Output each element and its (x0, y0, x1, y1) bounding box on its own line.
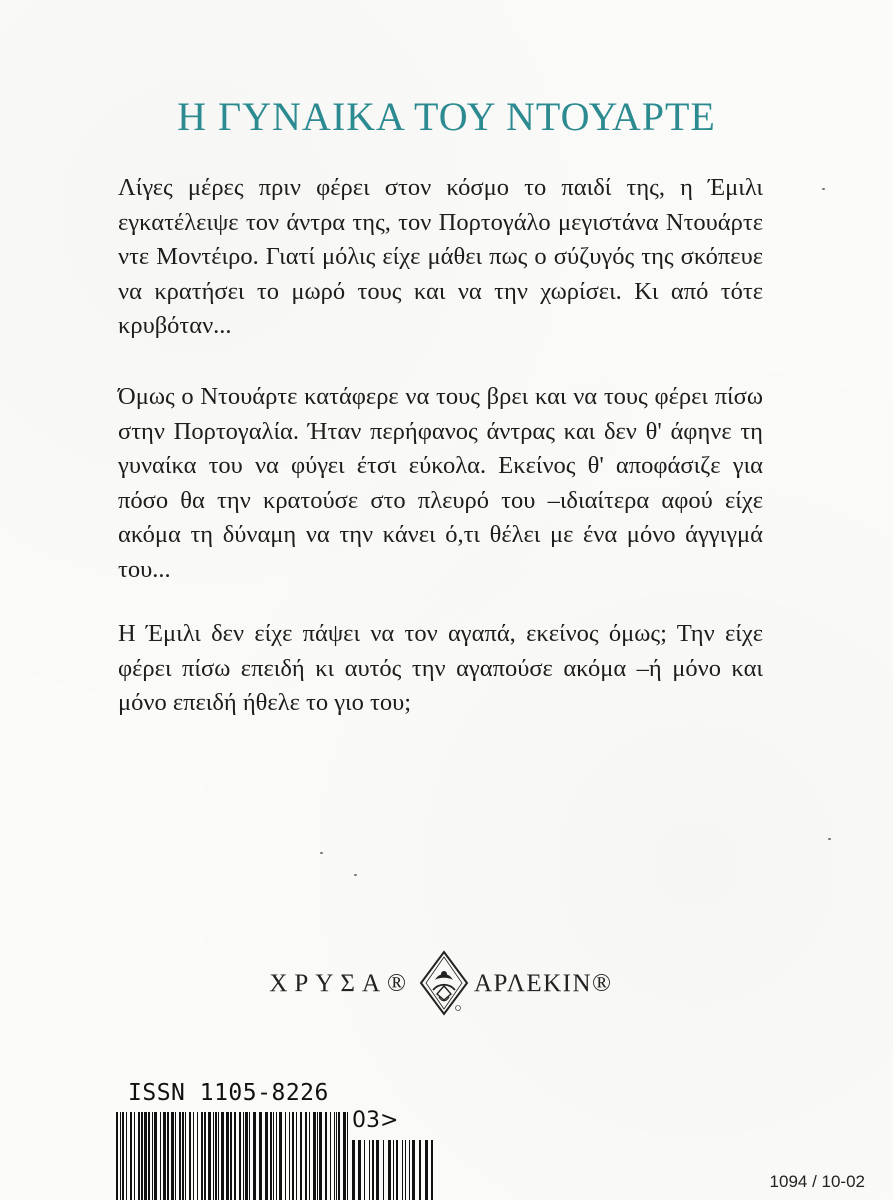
barcode-bar (347, 1112, 348, 1200)
barcode-bar (152, 1112, 153, 1200)
barcode-bar (130, 1112, 132, 1200)
barcode-bar (171, 1112, 174, 1200)
barcode-bar (179, 1112, 181, 1200)
barcode-bar (285, 1112, 286, 1200)
barcode-bar (163, 1112, 166, 1200)
barcode-bar (218, 1112, 219, 1200)
publisher-name-right: ΑΡΛΕΚΙΝ® (474, 970, 613, 997)
barcode-bar (253, 1112, 256, 1200)
barcode-bar (313, 1112, 316, 1200)
barcode-bar (249, 1112, 250, 1200)
barcode-addon-bar (372, 1140, 374, 1200)
barcode-bar (338, 1112, 340, 1200)
barcode-addon-bar (412, 1140, 415, 1200)
barcode-addon-bar (369, 1140, 370, 1200)
barcode-bar (296, 1112, 297, 1200)
barcode (116, 1112, 348, 1200)
barcode-bar (245, 1112, 248, 1200)
barcode-bar (197, 1112, 198, 1200)
barcode-addon-bar (405, 1140, 406, 1200)
catalog-code: 1094 / 10-02 (769, 1172, 865, 1191)
barcode-bar (175, 1112, 176, 1200)
blurb-paragraph-3: Η Έμιλι δεν είχε πάψει να τον αγαπά, εκείνος όμως; Την είχε φέρει πίσω επειδή κι αυτός την αγαπούσε ακόμα –ή μόνο και μόνο επειδή ήθελε το γιο του; (118, 620, 763, 716)
blurb-paragraph-2: Όμως ο Ντουάρτε κατάφερε να τους βρει και να τους φέρει πίσω στην Πορτογαλία. Ήταν περήφανος άντρας και δεν θ' άφηνε τη γυναίκα του να φύγει έτσι εύκολα. Εκείνος θ' αποφάσιζε για πόσο θα την κρατούσε στο πλευρό του –ιδιαίτερα αφού είχε ακόμα τη δύναμη να την κάνει ό,τι θέλει με ένα μόνο άγγιγμά του... (118, 383, 763, 583)
barcode-bar (185, 1112, 186, 1200)
barcode-addon-bar (396, 1140, 398, 1200)
paper-speck (354, 874, 357, 876)
barcode-addon-bar (376, 1140, 379, 1200)
barcode-bar (138, 1112, 140, 1200)
barcode-bar (226, 1112, 229, 1200)
barcode-bar (221, 1112, 224, 1200)
barcode-bar (126, 1112, 127, 1200)
barcode-bar (309, 1112, 310, 1200)
barcode-bar (120, 1112, 121, 1200)
barcode-bar (279, 1112, 282, 1200)
barcode-bar (215, 1112, 217, 1200)
barcode-bar (343, 1112, 346, 1200)
barcode-bar (234, 1112, 236, 1200)
barcode-addon (352, 1140, 442, 1200)
barcode-bar (193, 1112, 194, 1200)
barcode-bar (325, 1112, 327, 1200)
barcode-bar (154, 1112, 157, 1200)
publisher-imprint (0, 950, 893, 1020)
book-title: Η ΓΥΝΑΙΚΑ ΤΟΥ ΝΤΟΥΑΡΤΕ (177, 94, 716, 139)
barcode-bar (189, 1112, 191, 1200)
barcode-bar (230, 1112, 232, 1200)
harlequin-diamond-icon (419, 950, 469, 1016)
barcode-bar (167, 1112, 169, 1200)
paper-speck (828, 838, 831, 840)
barcode-bar (317, 1112, 318, 1200)
barcode-bar (243, 1112, 244, 1200)
barcode-addon-bar (388, 1140, 391, 1200)
barcode-bar (259, 1112, 262, 1200)
barcode-bar (330, 1112, 331, 1200)
barcode-addon-bar (393, 1140, 394, 1200)
barcode-addon-bar (364, 1140, 365, 1200)
barcode-bar (276, 1112, 277, 1200)
barcode-addon-bar (419, 1140, 421, 1200)
barcode-bar (201, 1112, 203, 1200)
barcode-addon-label: 03> (352, 1108, 399, 1133)
paper-speck (822, 188, 825, 190)
barcode-bar (319, 1112, 322, 1200)
barcode-bar (182, 1112, 184, 1200)
barcode-bar (336, 1112, 337, 1200)
barcode-bar (116, 1112, 118, 1200)
paper-speck (320, 852, 323, 854)
barcode-addon-bar (409, 1140, 410, 1200)
barcode-bar (144, 1112, 147, 1200)
barcode-bar (213, 1112, 214, 1200)
barcode-bar (289, 1112, 290, 1200)
barcode-bar (273, 1112, 274, 1200)
barcode-bar (270, 1112, 272, 1200)
barcode-bar (292, 1112, 294, 1200)
barcode-bar (239, 1112, 241, 1200)
barcode-bar (208, 1112, 211, 1200)
barcode-addon-bar (383, 1140, 384, 1200)
barcode-bar (265, 1112, 268, 1200)
barcode-bar (141, 1112, 143, 1200)
publisher-name-left: ΧΡΥΣΑ® (269, 970, 413, 997)
barcode-addon-bar (425, 1140, 428, 1200)
barcode-bar (148, 1112, 150, 1200)
barcode-addon-bar (402, 1140, 403, 1200)
barcode-bar (122, 1112, 124, 1200)
barcode-addon-bar (358, 1140, 361, 1200)
blurb-paragraph-1: Λίγες μέρες πριν φέρει στον κόσμο το παιδί της, η Έμιλι εγκατέλειψε τον άντρα της, τον Πορτογάλο μεγιστάνα Ντουάρτε ντε Μοντέιρο. Γιατί μόλις είχε μάθει πως ο σύζυγός της σκόπευε να κρατήσει το μωρό τους και να την χωρίσει. Κι από τότε κρυβόταν... (118, 174, 763, 339)
barcode-addon-bar (431, 1140, 433, 1200)
barcode-bar (134, 1112, 135, 1200)
barcode-bar (305, 1112, 307, 1200)
barcode-bar (334, 1112, 335, 1200)
barcode-bar (160, 1112, 161, 1200)
barcode-addon-bar (352, 1140, 355, 1200)
barcode-bar (204, 1112, 206, 1200)
barcode-bar (300, 1112, 302, 1200)
issn-label: ISSN 1105-8226 (128, 1080, 329, 1106)
